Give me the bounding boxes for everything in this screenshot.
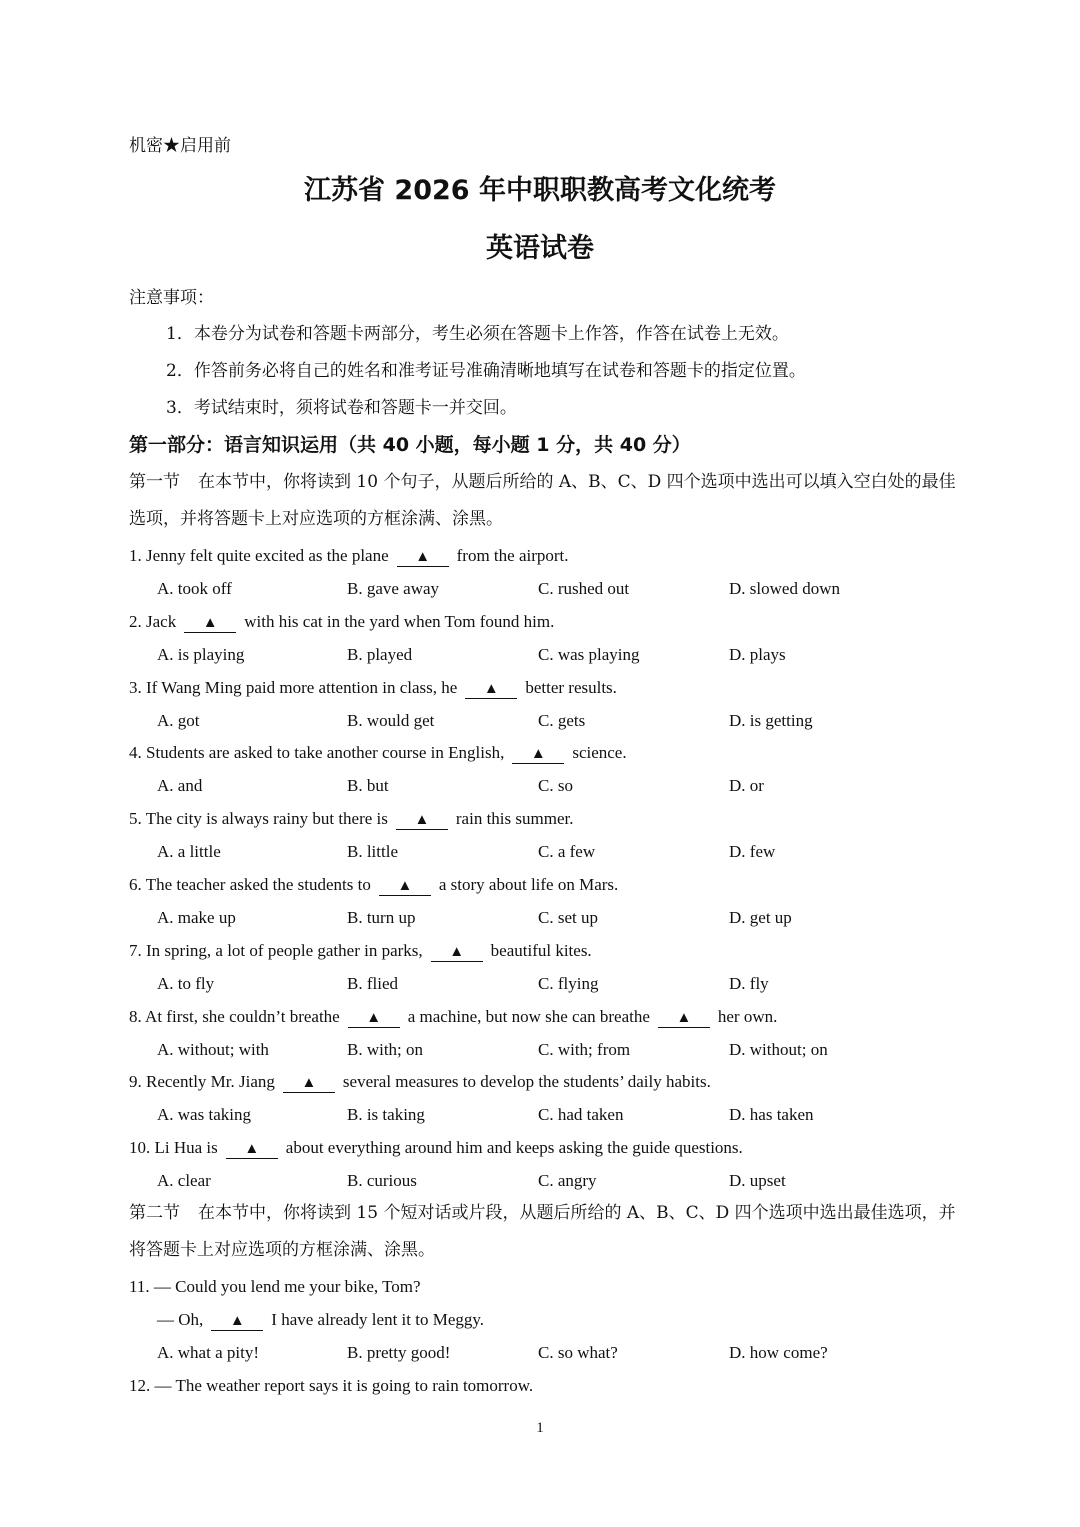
note-item: 2．作答前务必将自己的姓名和准考证号准确清晰地填写在试卷和答题卡的指定位置。 — [166, 361, 806, 381]
answer-blank: ▲ — [211, 1313, 263, 1331]
note-item: 3．考试结束时，须将试卷和答题卡一并交回。 — [166, 398, 517, 418]
question-text: 10. Li Hua is — [129, 1138, 218, 1157]
section2-label: 第二节 — [129, 1203, 180, 1223]
option-b: B. with; on — [347, 1040, 424, 1059]
option-d: D. fly — [729, 974, 769, 993]
question-text: about everything around him and keeps asking the guide questions. — [285, 1138, 743, 1157]
section2-text: 在本节中，你将读到 15 个短对话或片段，从题后所给的 A、B、C、D 四个选项中选出最佳选项，并将答题卡上对应选项的方框涂满、涂黑。 — [129, 1203, 956, 1260]
option-a: A. was taking — [157, 1105, 251, 1124]
option-c: C. so — [538, 776, 573, 795]
option-b: B. would get — [347, 711, 435, 730]
question-text: her own. — [717, 1007, 778, 1026]
question-text: beautiful kites. — [490, 941, 592, 960]
option-d: D. or — [729, 776, 764, 795]
option-c: C. rushed out — [538, 579, 630, 598]
section1-label: 第一节 — [129, 472, 180, 492]
option-a: A. and — [157, 776, 203, 795]
option-c: C. with; from — [538, 1040, 631, 1059]
option-a: A. what a pity! — [157, 1343, 259, 1362]
question-options — [0, 579, 1080, 601]
section1-text: 在本节中，你将读到 10 个句子，从题后所给的 A、B、C、D 四个选项中选出可以填入空白处的最佳选项，并将答题卡上对应选项的方框涂满、涂黑。 — [129, 472, 956, 529]
q12-line1: 12. — The weather report says it is going to rain tomorrow. — [129, 1376, 534, 1395]
question-stem — [129, 743, 627, 764]
option-c: C. had taken — [538, 1105, 624, 1124]
question-options — [0, 1105, 1080, 1127]
option-b: B. gave away — [347, 579, 440, 598]
question-options — [0, 776, 1080, 798]
question-text: better results. — [525, 678, 617, 697]
answer-blank: ▲ — [348, 1010, 400, 1028]
option-c: C. was playing — [538, 645, 640, 664]
q11-options — [0, 1343, 1080, 1365]
option-a: A. got — [157, 711, 200, 730]
option-b: B. curious — [347, 1171, 417, 1190]
question-text: a story about life on Mars. — [438, 875, 619, 894]
question-text: 7. In spring, a lot of people gather in parks, — [129, 941, 423, 960]
option-c: C. flying — [538, 974, 599, 993]
question-stem — [129, 678, 617, 699]
question-stem — [129, 1007, 777, 1028]
question-options — [0, 908, 1080, 930]
exam-title: 江苏省 2026 年中职职教高考文化统考 — [304, 175, 776, 206]
answer-blank: ▲ — [226, 1141, 278, 1159]
question-options — [0, 974, 1080, 996]
question-options — [0, 645, 1080, 667]
option-c: C. a few — [538, 842, 596, 861]
option-c: C. so what? — [538, 1343, 618, 1362]
option-b: B. turn up — [347, 908, 416, 927]
confidential-label: 机密★启用前 — [129, 136, 231, 156]
question-text: from the airport. — [456, 546, 569, 565]
option-b: B. played — [347, 645, 413, 664]
option-d: D. get up — [729, 908, 792, 927]
exam-subtitle: 英语试卷 — [486, 233, 594, 264]
question-text: a machine, but now she can breathe — [407, 1007, 650, 1026]
section1-instructions — [129, 464, 959, 538]
question-text: several measures to develop the students’ daily habits. — [342, 1072, 711, 1091]
question-options — [0, 1171, 1080, 1193]
question-stem — [129, 1072, 711, 1093]
question-stem — [129, 546, 569, 567]
option-d: D. few — [729, 842, 776, 861]
option-d: D. how come? — [729, 1343, 828, 1362]
question-text: 3. If Wang Ming paid more attention in class, he — [129, 678, 458, 697]
answer-blank: ▲ — [512, 746, 564, 764]
option-b: B. flied — [347, 974, 398, 993]
answer-blank: ▲ — [431, 944, 483, 962]
notes-heading: 注意事项： — [129, 288, 214, 308]
option-d: D. is getting — [729, 711, 813, 730]
option-a: A. without; with — [157, 1040, 269, 1059]
answer-blank: ▲ — [465, 681, 517, 699]
option-a: A. took off — [157, 579, 232, 598]
option-a: A. to fly — [157, 974, 215, 993]
option-d: D. has taken — [729, 1105, 814, 1124]
question-text: 1. Jenny felt quite excited as the plane — [129, 546, 389, 565]
question-stem — [129, 809, 573, 830]
question-stem — [129, 1138, 743, 1159]
question-options — [0, 1040, 1080, 1062]
question-text: rain this summer. — [455, 809, 574, 828]
answer-blank: ▲ — [379, 878, 431, 896]
question-text: 6. The teacher asked the students to — [129, 875, 371, 894]
answer-blank: ▲ — [283, 1075, 335, 1093]
section2-instructions — [129, 1195, 959, 1269]
q11-line2-post: I have already lent it to Meggy. — [271, 1310, 485, 1329]
question-stem — [129, 941, 592, 962]
answer-blank: ▲ — [184, 615, 236, 633]
part1-heading: 第一部分：语言知识运用（共 40 小题，每小题 1 分，共 40 分） — [129, 434, 691, 456]
question-text: science. — [572, 743, 627, 762]
option-c: C. angry — [538, 1171, 597, 1190]
option-c: C. gets — [538, 711, 586, 730]
question-options — [0, 711, 1080, 733]
question-stem — [129, 875, 618, 896]
question-stem — [129, 612, 554, 633]
question-options — [0, 842, 1080, 864]
q11-line2 — [157, 1310, 484, 1331]
option-d: D. plays — [729, 645, 786, 664]
answer-blank: ▲ — [658, 1010, 710, 1028]
option-c: C. set up — [538, 908, 598, 927]
question-text: 4. Students are asked to take another course in English, — [129, 743, 505, 762]
answer-blank: ▲ — [397, 549, 449, 567]
question-text: 9. Recently Mr. Jiang — [129, 1072, 275, 1091]
answer-blank: ▲ — [396, 812, 448, 830]
page-number: 1 — [536, 1420, 544, 1436]
option-b: B. pretty good! — [347, 1343, 451, 1362]
option-a: A. make up — [157, 908, 236, 927]
question-text: 5. The city is always rainy but there is — [129, 809, 388, 828]
option-b: B. but — [347, 776, 389, 795]
note-item: 1．本卷分为试卷和答题卡两部分，考生必须在答题卡上作答，作答在试卷上无效。 — [166, 324, 789, 344]
q11-line1: 11. — Could you lend me your bike, Tom? — [129, 1277, 421, 1296]
option-d: D. slowed down — [729, 579, 840, 598]
option-b: B. is taking — [347, 1105, 425, 1124]
option-b: B. little — [347, 842, 398, 861]
option-a: A. is playing — [157, 645, 245, 664]
option-d: D. upset — [729, 1171, 786, 1190]
question-text: 2. Jack — [129, 612, 177, 631]
q11-line2-pre: — Oh, — [157, 1310, 204, 1329]
option-d: D. without; on — [729, 1040, 828, 1059]
option-a: A. clear — [157, 1171, 211, 1190]
question-text: with his cat in the yard when Tom found him. — [244, 612, 555, 631]
option-a: A. a little — [157, 842, 221, 861]
question-text: 8. At first, she couldn’t breathe — [129, 1007, 340, 1026]
